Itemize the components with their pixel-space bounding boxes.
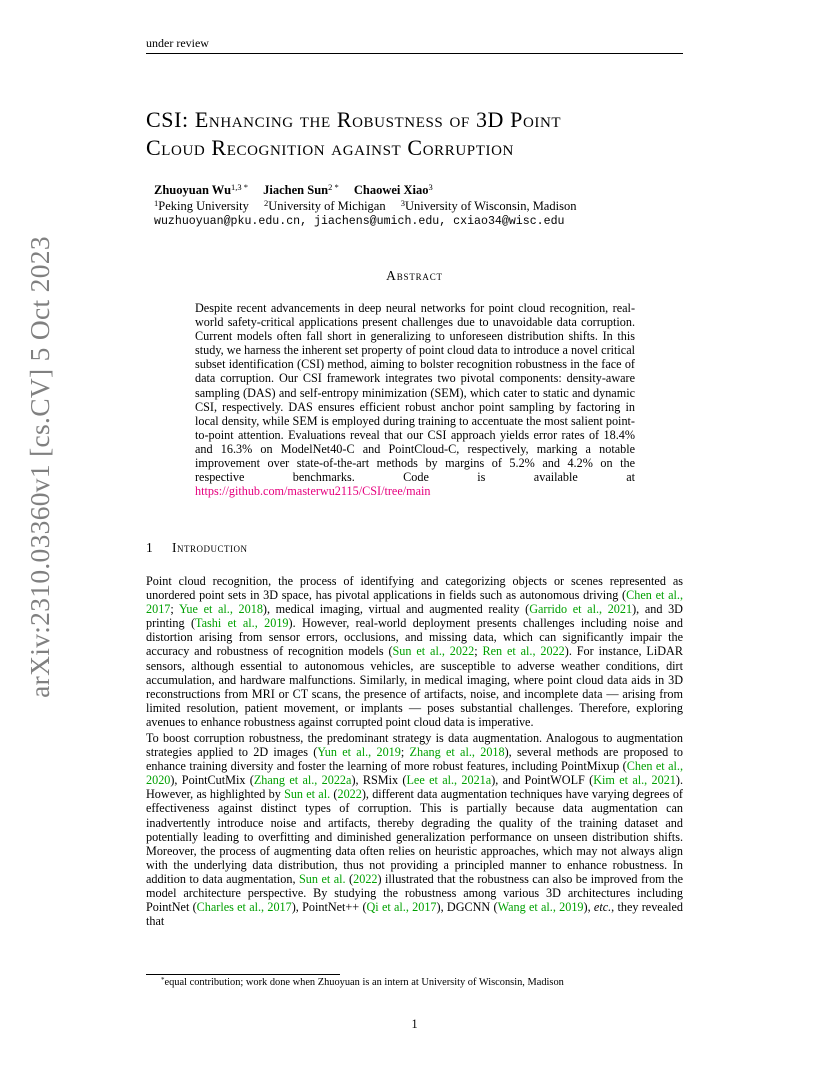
citation-link[interactable]: Kim et al., 2021 (593, 773, 676, 788)
affiliation-3: University of Wisconsin, Madison (404, 199, 577, 213)
aff-2-mark: 2 (264, 198, 269, 208)
intro-paragraph-1 (146, 574, 683, 729)
code-link[interactable]: https://github.com/masterwu2115/CSI/tree/main (195, 484, 431, 499)
title-line-1: CSI: Enhancing the Robustness of 3D Point (146, 107, 562, 132)
author-2: Jiachen Sun (263, 183, 329, 197)
author-1: Zhuoyuan Wu (154, 183, 232, 197)
citation-link[interactable]: Sun et al. (299, 871, 346, 886)
abstract-body (195, 301, 635, 498)
italic-text: etc. (593, 900, 612, 915)
citation-link[interactable]: Sun et al., 2022 (392, 644, 475, 659)
paragraph-text: ), DGCNN ( (436, 900, 498, 915)
citation-link[interactable]: Charles et al., 2017 (196, 900, 292, 915)
affiliation-1: Peking University (158, 199, 249, 213)
affiliations (154, 198, 674, 214)
citation-link[interactable]: Chen et al., 2017 (146, 588, 683, 617)
citation-link[interactable]: Tashi et al., 2019 (195, 616, 289, 631)
footnote-text: equal contribution; work done when Zhuoyuan is an intern at University of Wisconsin, Madison (164, 977, 564, 988)
section-title: Introduction (172, 540, 248, 555)
paper-title (146, 106, 706, 162)
paragraph-text: ), and 3D printing ( (146, 602, 683, 631)
citation-link[interactable]: Garrido et al., 2021 (529, 602, 633, 617)
aff-3-mark: 3 (400, 198, 405, 208)
section-heading (146, 540, 248, 556)
citation-link[interactable]: Yue et al., 2018 (178, 602, 263, 617)
affiliation-2: University of Michigan (268, 199, 386, 213)
paragraph-text: ), PointNet++ ( (291, 900, 367, 915)
paragraph-text: ), PointCutMix ( (170, 773, 254, 788)
paragraph-text: Point cloud recognition, the process of identifying and categorizing objects or scenes represented as unordered point sets in 3D space, has pivotal applications in fields such as autonomous driving ( (146, 574, 683, 603)
citation-link[interactable]: Qi et al., 2017 (366, 900, 437, 915)
paragraph-text: ; (400, 745, 410, 760)
paragraph-text: ). However, as highlighted by (146, 773, 684, 802)
abstract-heading: Abstract (386, 268, 443, 283)
paragraph-text: ), several methods are proposed to enhance training diversity and foster the learning of more robust features, including PointMixup ( (146, 745, 683, 774)
citation-link[interactable]: Zhang et al., 2018 (409, 745, 505, 760)
citation-link[interactable]: Chen et al., 2020 (146, 759, 683, 788)
abstract-text: Despite recent advancements in deep neural networks for point cloud recognition, real-world safety-critical applications present challenges due to unavoidable data corruption. Current models often fall short in generalizing to unforeseen distribution shifts. In this study, we harness the inherent set property of point cloud data to introduce a novel critical subset identification (CSI) method, aiming to bolster recognition robustness in the face of data corruption. Our CSI framework integrates two pivotal components: density-aware sampling (DAS) and self-entropy minimization (SEM), which cater to static and dynamic CSI, respectively. DAS ensures efficient robust anchor point sampling by factoring in local density, while SEM is employed during training to accentuate the most salient point-to-point attention. Evaluations reveal that our CSI approach yields error rates of 18.4% and 16.3% on ModelNet40-C and PointCloud-C, respectively, marking a notable improvement over state-of-the-art methods by margins of 5.2% and 4.2% on the respective benchmarks. Code is available at (195, 301, 635, 485)
author-block (154, 182, 674, 230)
paragraph-text: ). However, real-world deployment presents challenges including noise and distortion arising from sensor errors, occlusions, and missing data, which can significantly impair the accuracy and robustness of recognition models ( (146, 616, 683, 659)
footnote-mark: * (161, 976, 165, 984)
citation-link[interactable]: Lee et al., 2021a (406, 773, 492, 788)
paragraph-text: ( (345, 871, 354, 886)
paragraph-text: ), medical imaging, virtual and augmented reality ( (262, 602, 530, 617)
title-line-2: Cloud Recognition against Corruption (146, 135, 514, 160)
citation-link[interactable]: 2022 (337, 787, 362, 802)
author-2-mark: 2 * (328, 182, 339, 192)
footnote (161, 977, 681, 989)
paragraph-text: ; (170, 602, 179, 617)
intro-paragraph-2 (146, 731, 683, 928)
paragraph-text: , they revealed that (146, 900, 683, 929)
paragraph-text: ) illustrated that the robustness can also be improved from the model architecture perspective. By studying the robustness among various 3D architectures including PointNet ( (146, 871, 684, 915)
paragraph-text: ), and PointWOLF ( (491, 773, 594, 788)
citation-link[interactable]: Sun et al. (284, 787, 331, 802)
running-header: under review (146, 36, 209, 50)
paragraph-text: ), (583, 900, 594, 915)
arxiv-identifier: arXiv:2310.03360v1 [cs.CV] 5 Oct 2023 (24, 236, 55, 698)
aff-1-mark: 1 (154, 198, 159, 208)
page-number: 1 (411, 1017, 418, 1031)
paragraph-text: ), RSMix ( (351, 773, 407, 788)
paragraph-text: ; (474, 644, 483, 659)
header-rule (146, 53, 683, 54)
paragraph-text: ). For instance, LiDAR sensors, although essential to autonomous vehicles, are susceptible to adverse weather conditions, dirt accumulation, and hardware malfunctions. Similarly, in medical imaging, where point cloud data aids in 3D reconstructions from MRI or CT scans, the presence of artifacts, noise, and incomplete data — arising from limited resolution, patient movement, or implants — poses substantial challenges. Therefore, exploring avenues to enhance robustness against corrupted point cloud data is imperative. (146, 644, 683, 729)
citation-link[interactable]: Zhang et al., 2022a (253, 773, 352, 788)
footnote-rule (146, 974, 340, 975)
author-emails: wuzhuoyuan@pku.edu.cn, jiachens@umich.edu, cxiao34@wisc.edu (154, 215, 565, 228)
paragraph-text: ), different data augmentation techniques have varying degrees of effectiveness against distinct types of corruption. This is partially because data augmentation can inadvertently introduce noise and artifacts, thereby degrading the quality of the training dataset and potentially leading to overfitting and diminished generalization performance on unseen distribution shifts. Moreover, the process of augmenting data often relies on heuristic approaches, which may not always align with the underlying data distribution, thus not providing a principled manner to enhance robustness. In addition to data augmentation, (146, 787, 683, 886)
author-names (154, 182, 674, 198)
citation-link[interactable]: Yun et al., 2019 (317, 745, 401, 760)
citation-link[interactable]: Wang et al., 2019 (497, 900, 584, 915)
author-3-mark: 3 (428, 182, 433, 192)
citation-link[interactable]: Ren et al., 2022 (482, 644, 565, 659)
section-number: 1 (146, 540, 154, 555)
author-1-mark: 1,3 * (231, 182, 249, 192)
citation-link[interactable]: 2022 (353, 871, 378, 886)
author-3: Chaowei Xiao (353, 183, 429, 197)
paragraph-text: To boost corruption robustness, the predominant strategy is data augmentation. Analogous to augmentation strategies applied to 2D images ( (146, 731, 683, 760)
paragraph-text: ( (330, 787, 338, 802)
